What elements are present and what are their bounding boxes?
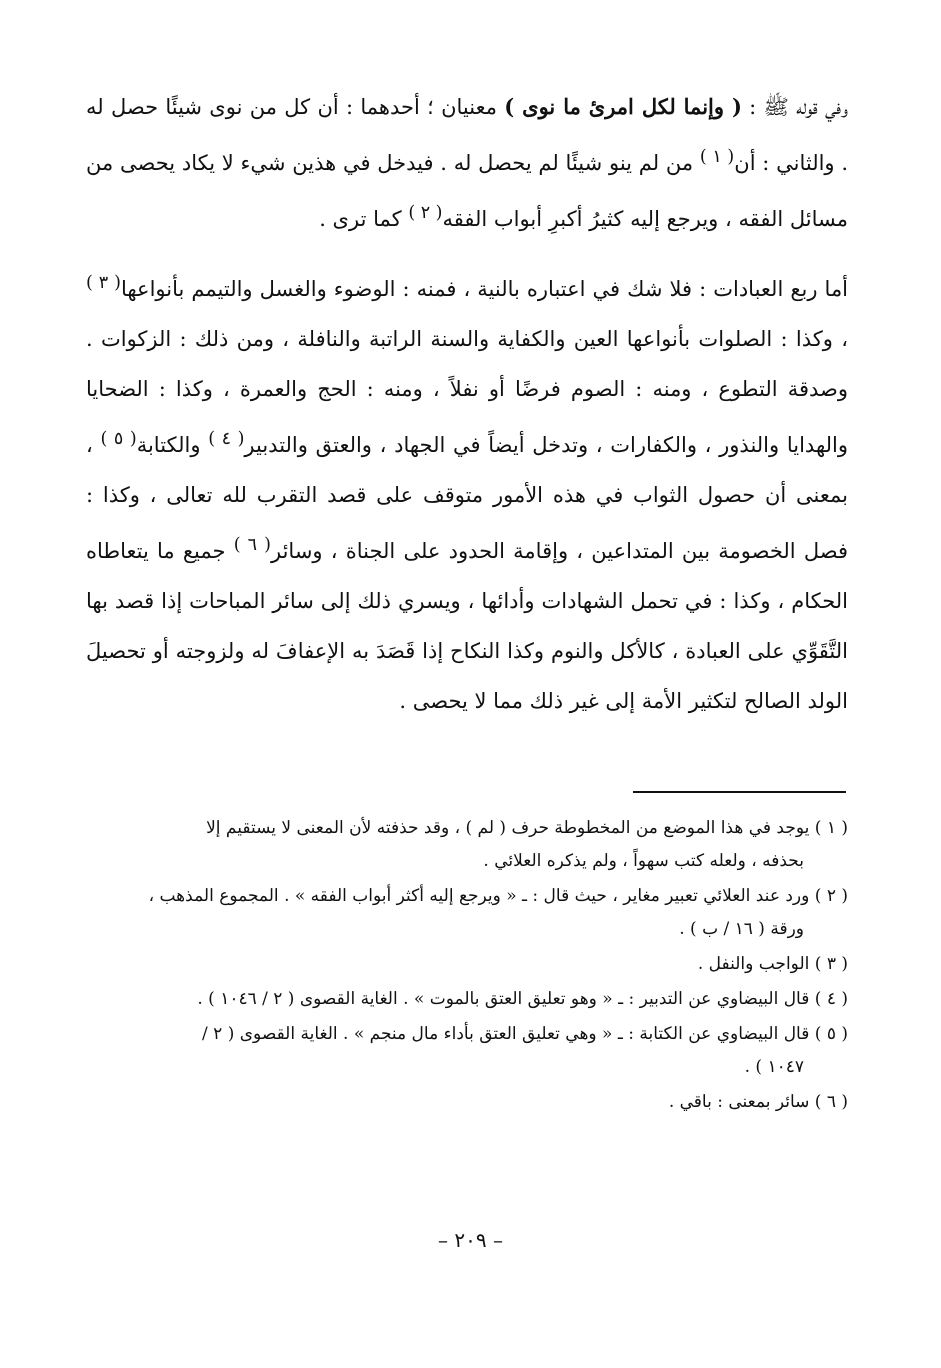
footnote-3 (86, 948, 848, 981)
footnote-continuation: ١٠٤٧ ) . (744, 1057, 804, 1077)
text-segment: ، بمعنى أن حصول الثواب في هذه الأمور متوقف على قصد التقرب لله تعالى ، وكذا : فصل الخصومة بين المتداعين ، وإقامة الحدود على الجناة ، وسائر (86, 433, 848, 563)
footnote-5 (86, 1018, 848, 1084)
text-segment: جميع ما يتعاطاه الحكام ، وكذا : في تحمل الشهادات وأدائها ، ويسري ذلك إلى سائر المباحات إذا قصد بها التَّقَوِّي على العبادة ، كالأكل والنوم وكذا النكاح إذا قَصَدَ به الإعفافَ له ولزوجته أو تحصيلَ الولد الصالح لتكثير الأمة إلى غير ذلك مما لا يحصى . (86, 539, 848, 713)
footnote-text: ورد عند العلائي تعبير مغاير ، حيث قال : ـ « ويرجع إليه أكثر أبواب الفقه » . المجموع المذهب ، (148, 886, 815, 906)
paragraph-2 (86, 258, 848, 726)
text-segment: والكتابة (136, 433, 209, 457)
hadith-quote: ( وإنما لكل امرئ ما نوى ) (504, 94, 742, 119)
footnote-number: ( ٥ ) (814, 1024, 848, 1044)
footnote-continuation: ورقة ( ١٦ / ب ) . (679, 919, 804, 939)
text-segment: ، وكذا : الصلوات بأنواعها العين والكفاية والسنة الراتبة والنافلة ، ومن ذلك : الزكوات . وصدقة التطوع ، ومنه : الصوم فرضًا أو نفلاً ، ومنه : الحج والعمرة ، وكذا : الضحايا والهدايا والنذور ، والكفارات ، وتدخل أيضاً في الجهاد ، والعتق والتدبير (86, 327, 848, 457)
footnote-text: يوجد في هذا الموضع من المخطوطة حرف ( لم ) ، وقد حذفته لأن المعنى لا يستقيم إلا (206, 818, 815, 838)
footnote-2 (86, 880, 848, 946)
text-segment: وفي قوله ﷺ : (741, 95, 849, 119)
footnote-1 (86, 812, 848, 878)
footnote-number: ( ٢ ) (814, 886, 848, 906)
footnote-ref-2: ( ٢ ) (408, 203, 443, 223)
text-segment: أما ربع العبادات : فلا شك في اعتباره بالنية ، فمنه : الوضوء والغسل والتيمم بأنواعها (120, 277, 849, 301)
footnote-number: ( ٦ ) (814, 1092, 848, 1112)
footnote-text: قال البيضاوي عن التدبير : ـ « وهو تعليق العتق بالموت » . الغاية القصوى ( ٢ / ١٠٤٦ ) . (197, 989, 815, 1009)
footnote-4 (86, 983, 848, 1016)
footnote-number: ( ٤ ) (814, 989, 848, 1009)
footnote-ref-1: ( ١ ) (699, 147, 735, 167)
footnote-continuation: بحذفه ، ولعله كتب سهواً ، ولم يذكره العلائي . (483, 851, 804, 871)
footnote-ref-5: ( ٥ ) (100, 429, 137, 449)
footnotes (86, 812, 848, 1121)
footnote-6 (86, 1086, 848, 1119)
text-segment: من لم ينو شيئًا لم يحصل له . فيدخل في هذين شيء لا يكاد يحصى من مسائل الفقه ، ويرجع إليه كثيرُ أكبرِ أبواب الفقه (86, 151, 848, 231)
footnote-ref-4: ( ٤ ) (208, 429, 245, 449)
text-segment: معنيان ؛ أحدهما : أن كل من نوى شيئًا حصل له . والثاني : أن (86, 95, 849, 175)
paragraph-1 (86, 82, 848, 244)
footnote-text: سائر بمعنى : باقي . (668, 1092, 815, 1112)
footnote-text: قال البيضاوي عن الكتابة : ـ « وهي تعليق العتق بأداء مال منجم » . الغاية القصوى ( ٢ / (202, 1024, 815, 1044)
footnote-divider (633, 791, 846, 793)
text-segment: كما ترى . (319, 207, 409, 231)
footnote-number: ( ١ ) (814, 818, 848, 838)
footnote-ref-3: ( ٣ ) (86, 273, 121, 293)
footnote-ref-6: ( ٦ ) (233, 535, 271, 555)
page-number: – ٢٠٩ – (438, 1228, 503, 1252)
footnote-number: ( ٣ ) (814, 954, 848, 974)
main-text (86, 82, 848, 726)
footnote-text: الواجب والنفل . (697, 954, 815, 974)
